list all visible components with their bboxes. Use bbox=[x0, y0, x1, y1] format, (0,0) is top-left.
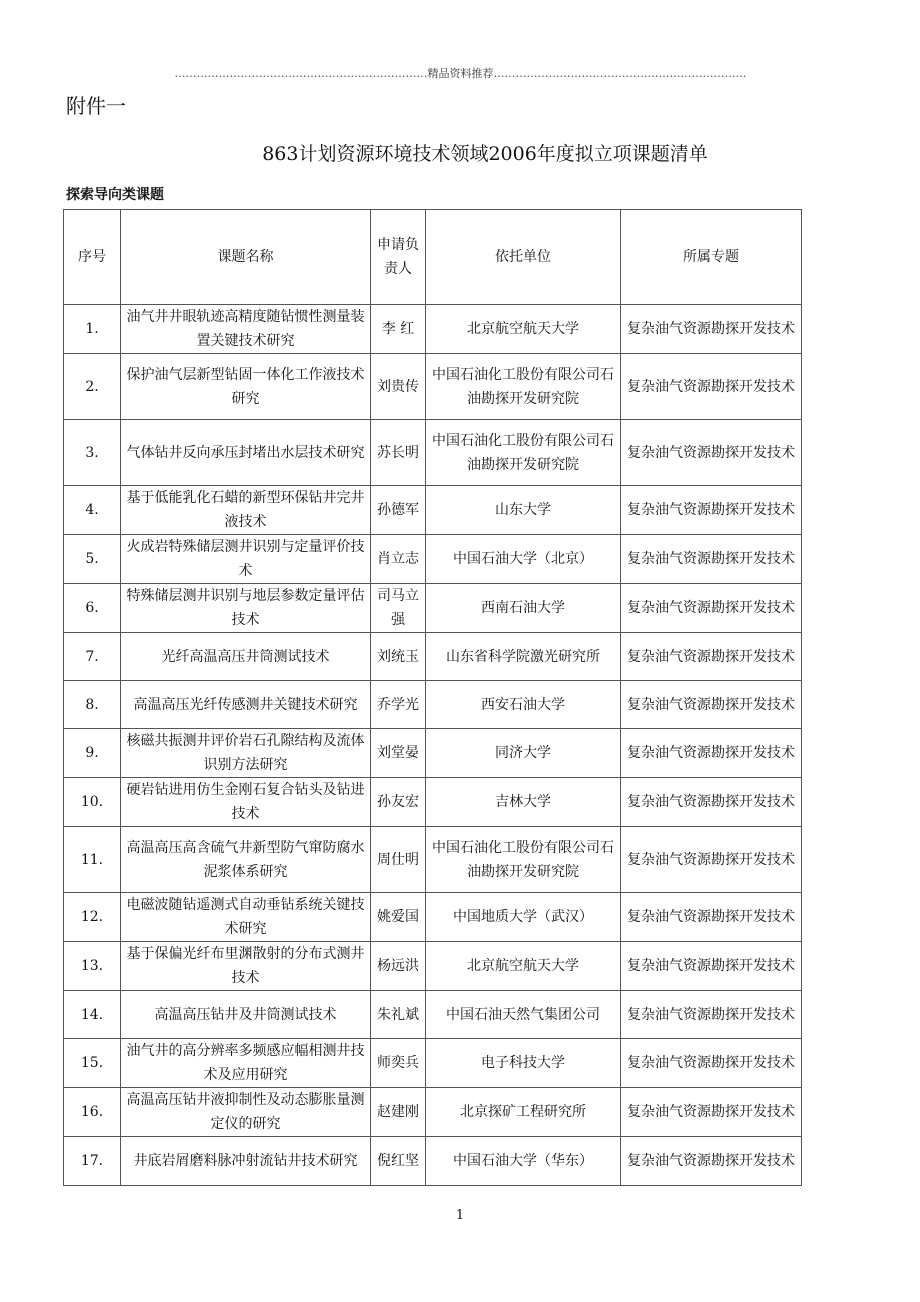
cell-topic: 复杂油气资源勘探开发技术 bbox=[621, 1088, 802, 1137]
cell-person: 赵建刚 bbox=[371, 1088, 426, 1137]
cell-name: 火成岩特殊储层测井识别与定量评价技术 bbox=[121, 535, 371, 584]
table-row bbox=[64, 991, 802, 1039]
table-row bbox=[64, 584, 802, 633]
cell-unit: 同济大学 bbox=[426, 729, 621, 778]
cell-topic: 复杂油气资源勘探开发技术 bbox=[621, 420, 802, 486]
cell-name: 高温高压高含硫气井新型防气窜防腐水泥浆体系研究 bbox=[121, 827, 371, 893]
cell-topic: 复杂油气资源勘探开发技术 bbox=[621, 584, 802, 633]
table-row bbox=[64, 942, 802, 991]
header-seq: 序号 bbox=[64, 210, 121, 305]
cell-topic: 复杂油气资源勘探开发技术 bbox=[621, 893, 802, 942]
cell-unit: 中国石油化工股份有限公司石油勘探开发研究院 bbox=[426, 354, 621, 420]
header-dots-left: …………………………………………………………… bbox=[174, 67, 428, 80]
cell-topic: 复杂油气资源勘探开发技术 bbox=[621, 827, 802, 893]
header-name: 课题名称 bbox=[121, 210, 371, 305]
cell-name: 油气井井眼轨迹高精度随钻惯性测量装置关键技术研究 bbox=[121, 305, 371, 354]
table-row bbox=[64, 633, 802, 681]
cell-name: 保护油气层新型钻固一体化工作液技术研究 bbox=[121, 354, 371, 420]
table-row bbox=[64, 893, 802, 942]
cell-unit: 中国石油大学（华东） bbox=[426, 1137, 621, 1186]
table-row bbox=[64, 305, 802, 354]
cell-unit: 北京探矿工程研究所 bbox=[426, 1088, 621, 1137]
cell-seq: 5. bbox=[64, 535, 121, 584]
cell-person: 周仕明 bbox=[371, 827, 426, 893]
cell-unit: 电子科技大学 bbox=[426, 1039, 621, 1088]
projects-table bbox=[63, 209, 802, 1186]
cell-person: 姚爱国 bbox=[371, 893, 426, 942]
header-unit: 依托单位 bbox=[426, 210, 621, 305]
cell-seq: 8. bbox=[64, 681, 121, 729]
table-header-row bbox=[64, 210, 802, 305]
cell-seq: 7. bbox=[64, 633, 121, 681]
cell-seq: 3. bbox=[64, 420, 121, 486]
cell-unit: 中国石油天然气集团公司 bbox=[426, 991, 621, 1039]
table-body bbox=[64, 305, 802, 1186]
cell-unit: 吉林大学 bbox=[426, 778, 621, 827]
cell-name: 基于低能乳化石蜡的新型环保钻井完井液技术 bbox=[121, 486, 371, 535]
cell-unit: 中国石油化工股份有限公司石油勘探开发研究院 bbox=[426, 420, 621, 486]
cell-unit: 中国地质大学（武汉） bbox=[426, 893, 621, 942]
table-row bbox=[64, 535, 802, 584]
cell-seq: 17. bbox=[64, 1137, 121, 1186]
cell-name: 高温高压钻井液抑制性及动态膨胀量测定仪的研究 bbox=[121, 1088, 371, 1137]
cell-person: 孙友宏 bbox=[371, 778, 426, 827]
cell-topic: 复杂油气资源勘探开发技术 bbox=[621, 633, 802, 681]
table-row bbox=[64, 1039, 802, 1088]
cell-seq: 12. bbox=[64, 893, 121, 942]
cell-name: 高温高压钻井及井筒测试技术 bbox=[121, 991, 371, 1039]
cell-name: 高温高压光纤传感测井关键技术研究 bbox=[121, 681, 371, 729]
cell-person: 乔学光 bbox=[371, 681, 426, 729]
cell-name: 核磁共振测井评价岩石孔隙结构及流体识别方法研究 bbox=[121, 729, 371, 778]
cell-person: 刘统玉 bbox=[371, 633, 426, 681]
cell-unit: 中国石油大学（北京） bbox=[426, 535, 621, 584]
document-title: 863计划资源环境技术领域2006年度拟立项课题清单 bbox=[262, 143, 708, 165]
cell-unit: 中国石油化工股份有限公司石油勘探开发研究院 bbox=[426, 827, 621, 893]
cell-seq: 2. bbox=[64, 354, 121, 420]
cell-topic: 复杂油气资源勘探开发技术 bbox=[621, 354, 802, 420]
cell-unit: 西安石油大学 bbox=[426, 681, 621, 729]
cell-seq: 13. bbox=[64, 942, 121, 991]
header-person: 申请负责人 bbox=[371, 210, 426, 305]
table-row bbox=[64, 681, 802, 729]
cell-topic: 复杂油气资源勘探开发技术 bbox=[621, 942, 802, 991]
cell-person: 孙德军 bbox=[371, 486, 426, 535]
page-number: 1 bbox=[455, 1208, 465, 1223]
cell-person: 肖立志 bbox=[371, 535, 426, 584]
table-row bbox=[64, 354, 802, 420]
table-row bbox=[64, 1088, 802, 1137]
cell-seq: 1. bbox=[64, 305, 121, 354]
cell-name: 油气井的高分辨率多频感应幅相测井技术及应用研究 bbox=[121, 1039, 371, 1088]
cell-name: 特殊储层测井识别与地层参数定量评估技术 bbox=[121, 584, 371, 633]
table-row bbox=[64, 778, 802, 827]
cell-name: 井底岩屑磨料脉冲射流钻井技术研究 bbox=[121, 1137, 371, 1186]
table-row bbox=[64, 729, 802, 778]
cell-unit: 北京航空航天大学 bbox=[426, 942, 621, 991]
cell-person: 刘贵传 bbox=[371, 354, 426, 420]
cell-name: 气体钻井反向承压封堵出水层技术研究 bbox=[121, 420, 371, 486]
cell-person: 刘堂晏 bbox=[371, 729, 426, 778]
cell-seq: 11. bbox=[64, 827, 121, 893]
header-dots-right: …………………………………………………………… bbox=[493, 67, 747, 80]
cell-name: 基于保偏光纤布里渊散射的分布式测井技术 bbox=[121, 942, 371, 991]
cell-person: 司马立强 bbox=[371, 584, 426, 633]
table-row bbox=[64, 1137, 802, 1186]
cell-topic: 复杂油气资源勘探开发技术 bbox=[621, 991, 802, 1039]
cell-person: 师奕兵 bbox=[371, 1039, 426, 1088]
cell-topic: 复杂油气资源勘探开发技术 bbox=[621, 1039, 802, 1088]
cell-topic: 复杂油气资源勘探开发技术 bbox=[621, 486, 802, 535]
cell-person: 苏长明 bbox=[371, 420, 426, 486]
cell-topic: 复杂油气资源勘探开发技术 bbox=[621, 305, 802, 354]
cell-seq: 9. bbox=[64, 729, 121, 778]
attachment-label: 附件一 bbox=[66, 94, 126, 118]
header-label: 精品资料推荐 bbox=[427, 67, 494, 80]
header-topic: 所属专题 bbox=[621, 210, 802, 305]
cell-topic: 复杂油气资源勘探开发技术 bbox=[621, 729, 802, 778]
cell-person: 李 红 bbox=[371, 305, 426, 354]
cell-unit: 西南石油大学 bbox=[426, 584, 621, 633]
page-header bbox=[163, 66, 758, 82]
cell-unit: 山东省科学院激光研究所 bbox=[426, 633, 621, 681]
cell-topic: 复杂油气资源勘探开发技术 bbox=[621, 535, 802, 584]
cell-name: 光纤高温高压井筒测试技术 bbox=[121, 633, 371, 681]
cell-topic: 复杂油气资源勘探开发技术 bbox=[621, 778, 802, 827]
table-row bbox=[64, 827, 802, 893]
cell-name: 电磁波随钻遥测式自动垂钻系统关键技术研究 bbox=[121, 893, 371, 942]
cell-seq: 10. bbox=[64, 778, 121, 827]
section-title: 探索导向类课题 bbox=[66, 187, 164, 203]
cell-name: 硬岩钻进用仿生金刚石复合钻头及钻进技术 bbox=[121, 778, 371, 827]
cell-unit: 山东大学 bbox=[426, 486, 621, 535]
cell-seq: 16. bbox=[64, 1088, 121, 1137]
cell-unit: 北京航空航天大学 bbox=[426, 305, 621, 354]
table-row bbox=[64, 486, 802, 535]
cell-person: 倪红坚 bbox=[371, 1137, 426, 1186]
cell-seq: 14. bbox=[64, 991, 121, 1039]
cell-person: 朱礼斌 bbox=[371, 991, 426, 1039]
cell-seq: 15. bbox=[64, 1039, 121, 1088]
cell-seq: 6. bbox=[64, 584, 121, 633]
table-row bbox=[64, 420, 802, 486]
cell-person: 杨远洪 bbox=[371, 942, 426, 991]
cell-topic: 复杂油气资源勘探开发技术 bbox=[621, 1137, 802, 1186]
cell-topic: 复杂油气资源勘探开发技术 bbox=[621, 681, 802, 729]
cell-seq: 4. bbox=[64, 486, 121, 535]
